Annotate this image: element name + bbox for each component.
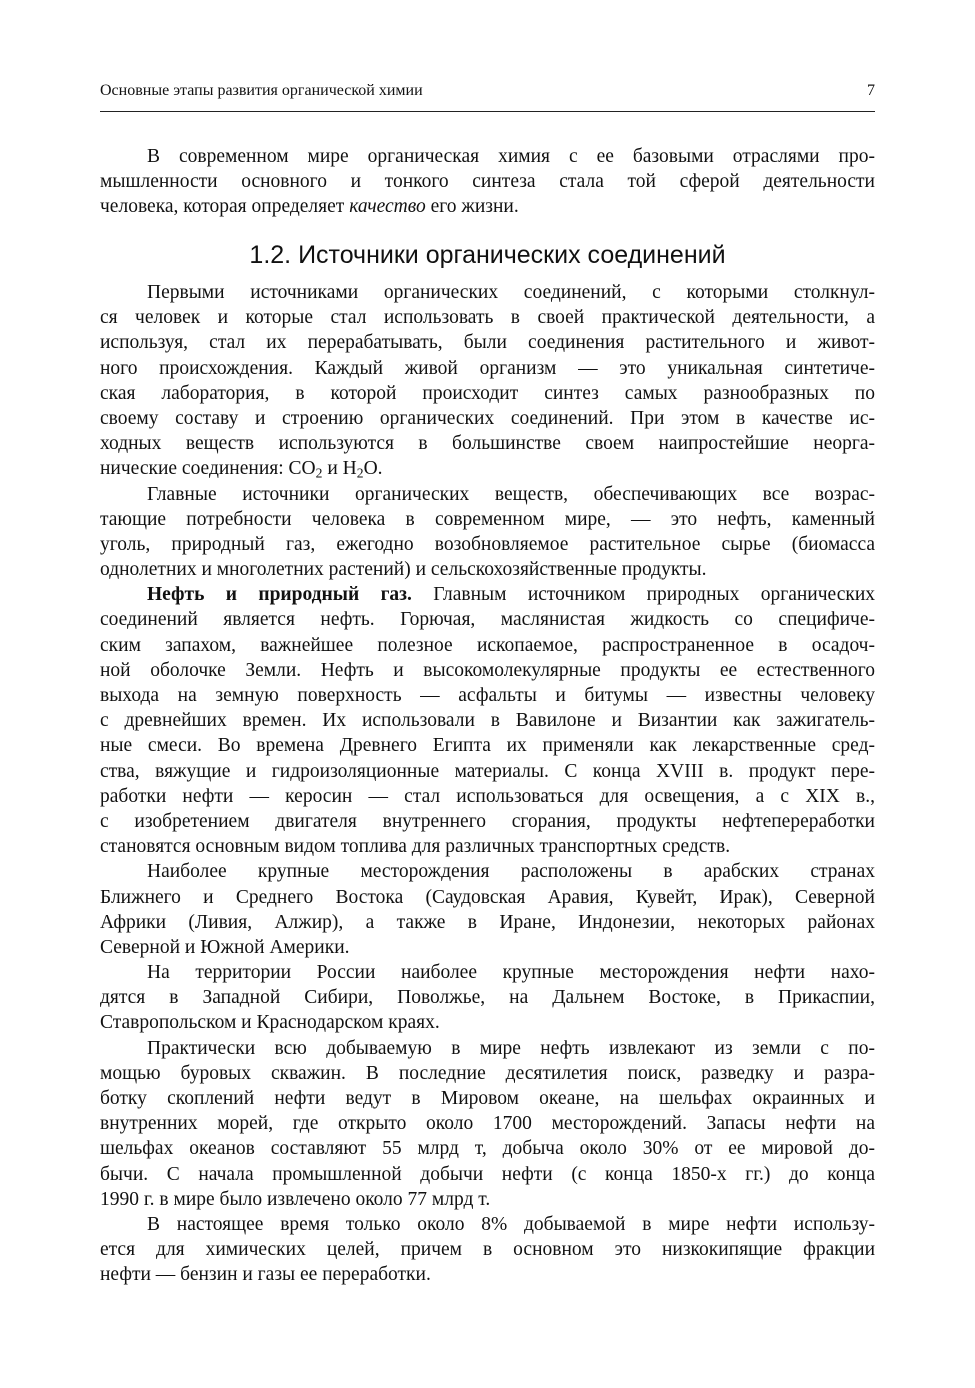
text-line: [100, 557, 875, 582]
text-line: [100, 144, 875, 169]
text-line: [100, 1061, 875, 1086]
paragraph: [100, 582, 875, 859]
text-line: [100, 507, 875, 532]
text-line: [100, 1136, 875, 1161]
text-line: [100, 482, 875, 507]
text-run: Первыми источниками органических соединений, с которыми столкнул-: [147, 282, 875, 303]
text-run: внутренних морей, где открыто около 1700 месторождений. Запасы нефти на: [100, 1113, 875, 1135]
text-run: ходных веществ используются в большинстве своем наипростейшие неорга-: [100, 433, 875, 455]
text-run: ной оболочке Земли. Нефть и высокомолекулярные продукты ее естественного: [100, 659, 875, 681]
text-run: мышленности основного и тонкого синтеза стала той сферой деятельности: [100, 171, 875, 193]
text-run: становятся основным видом топлива для различных транспортных средств.: [100, 836, 731, 858]
text-run: ного происхождения. Каждый живой организм — это уникальная синтетиче-: [100, 357, 875, 379]
text-line: [100, 960, 875, 985]
text-line: [100, 708, 875, 733]
text-line: [100, 633, 875, 658]
text-line: [100, 759, 875, 784]
text-run: ским запахом, важнейшее полезное ископаемое, распространенное в осадоч-: [100, 634, 875, 656]
body-text: [100, 280, 875, 1288]
text-run: и H: [322, 458, 357, 480]
text-run: На территории России наиболее крупные месторождения нефти нахо-: [147, 962, 875, 984]
text-run: с древнейших времен. Их использовали в Вавилоне и Византии как зажигатель-: [100, 710, 875, 732]
text-run: Ближнего и Среднего Востока (Саудовская Аравия, Кувейт, Ирак), Северной: [100, 886, 875, 908]
text-run: ботку скоплений нефти ведут в Мировом океане, на шельфах окраинных и: [100, 1088, 875, 1109]
text-run: нефти — бензин и газы ее переработки.: [100, 1264, 431, 1286]
text-run: используя, стал их перерабатывать, были соединения растительного и живот-: [100, 332, 875, 354]
text-line: [100, 1187, 875, 1212]
header-rule: [100, 111, 875, 112]
text-run: тающие потребности человека в современном мире, — это нефть, каменный: [100, 508, 875, 530]
text-run: ская лаборатория, в которой происходит синтез самых разнообразных по: [100, 382, 875, 404]
text-run: уголь, природный газ, ежегодно возобновляемое растительное сырье (биомасса: [100, 533, 875, 555]
text-line: [100, 305, 875, 330]
text-line: [100, 1086, 875, 1111]
paragraph: [100, 144, 875, 220]
text-line: [100, 885, 875, 910]
text-line: [100, 910, 875, 935]
text-line: [100, 1036, 875, 1061]
text-line: [100, 985, 875, 1010]
paragraph: [100, 1036, 875, 1212]
text-line: [100, 607, 875, 632]
text-line: [100, 456, 875, 481]
text-run: Африки (Ливия, Алжир), а также в Иране, Индонезии, некоторых районах: [100, 911, 875, 933]
paragraph: [100, 482, 875, 583]
text-run: Практически всю добываемую в мире нефть извлекают из земли с по-: [147, 1037, 875, 1059]
text-run: шельфах океанов составляют 55 млрд т, добыча около 30% от ее мировой до-: [100, 1138, 875, 1160]
text-line: [100, 1237, 875, 1262]
paragraph: [100, 280, 875, 482]
text-line: [100, 169, 875, 194]
text-line: [100, 809, 875, 834]
text-line: [100, 784, 875, 809]
text-line: [100, 330, 875, 355]
text-line: [100, 1111, 875, 1136]
text-run: ства, вяжущие и гидроизоляционные материалы. С конца XVIII в. продукт пере-: [100, 760, 875, 782]
text-run: В современном мире органическая химия с ее базовыми отраслями про-: [147, 146, 875, 167]
text-line: [100, 859, 875, 884]
text-line: [100, 406, 875, 431]
text-run: его жизни.: [425, 196, 519, 218]
text-run: с изобретением двигателя внутреннего сгорания, продукты нефтепереработки: [100, 810, 875, 832]
text-line: [100, 1262, 875, 1287]
paragraph: [100, 960, 875, 1036]
text-line: [100, 834, 875, 859]
text-line: [100, 683, 875, 708]
text-run: ется для химических целей, причем в основном это низкокипящие фракции: [100, 1239, 875, 1261]
text-run: O.: [363, 458, 383, 480]
text-run: Главным источником природных органических: [411, 584, 876, 606]
text-run: своему составу и строению органических соединений. При этом в качестве ис-: [100, 407, 875, 429]
text-run: дятся в Западной Сибири, Поволжье, на Дальнем Востоке, в Прикаспии,: [100, 987, 875, 1009]
text-run: работки нефти — керосин — стал использоваться для освещения, а с XIX в.,: [100, 785, 875, 807]
text-line: [100, 356, 875, 381]
paragraph: [100, 1212, 875, 1288]
text-run: нические соединения: CO: [100, 458, 316, 480]
subscript: 2: [315, 465, 323, 481]
text-run: Северной и Южной Америки.: [100, 936, 350, 958]
intro-text: [100, 144, 875, 220]
text-line: [100, 582, 875, 607]
run-in-heading: Нефть и природный газ.: [147, 584, 412, 606]
text-line: [100, 194, 875, 219]
text-run: ся человек и которые стал использовать в своей практической деятельности, а: [100, 307, 875, 329]
text-line: [100, 935, 875, 960]
running-title: Основные этапы развития органической химии: [100, 82, 423, 99]
text-line: [100, 431, 875, 456]
text-run: Наиболее крупные месторождения расположены в арабских странах: [147, 861, 875, 883]
subscript: 2: [356, 465, 364, 481]
text-run: соединений является нефть. Горючая, маслянистая жидкость со специфиче-: [100, 609, 875, 631]
text-line: [100, 733, 875, 758]
text-run: В настоящее время только около 8% добываемой в мире нефти использу-: [147, 1213, 875, 1235]
running-header: [100, 82, 875, 104]
emphasis: качество: [349, 196, 426, 218]
text-run: мощью буровых скважин. В последние десятилетия поиск, разведку и разра-: [100, 1062, 875, 1084]
text-run: человека, которая определяет: [100, 196, 350, 218]
text-run: Главные источники органических веществ, обеспечивающих все возрас-: [147, 483, 875, 505]
text-line: [100, 1010, 875, 1035]
page-number: 7: [867, 82, 875, 99]
text-line: [100, 381, 875, 406]
text-run: ные смеси. Во времена Древнего Египта их применяли как лекарственные сред-: [100, 735, 875, 757]
text-run: 1990 г. в мире было извлечено около 77 млрд т.: [100, 1188, 491, 1210]
text-line: [100, 1162, 875, 1187]
text-run: Ставропольском и Краснодарском краях.: [100, 1012, 440, 1034]
paragraph: [100, 859, 875, 960]
text-line: [100, 532, 875, 557]
text-line: [100, 280, 875, 305]
text-line: [100, 1212, 875, 1237]
text-run: бычи. С начала промышленной добычи нефти (с конца 1850-х гг.) до конца: [100, 1163, 875, 1185]
text-line: [100, 658, 875, 683]
text-run: однолетних и многолетних растений) и сельскохозяйственные продукты.: [100, 559, 707, 581]
text-run: выхода на земную поверхность — асфальты и битумы — известны человеку: [100, 685, 875, 706]
section-heading: 1.2. Источники органических соединений: [249, 241, 726, 269]
